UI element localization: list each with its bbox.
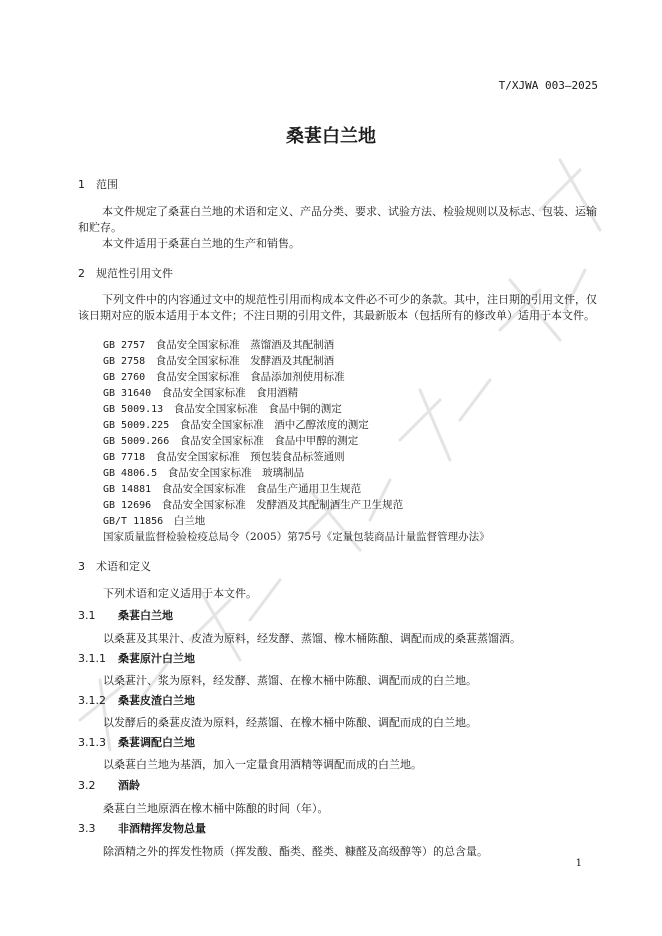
- reference-item: GB 12696 食品安全国家标准 发酵酒及其配制酒生产卫生规范: [103, 499, 404, 511]
- section-label: 规范性引用文件: [96, 267, 173, 280]
- term-3-1-1-definition: 以桑葚汁、浆为原料，经发酵、蒸馏、在橡木桶中陈酿、调配而成的白兰地。: [103, 674, 477, 687]
- term-3-2-heading: 3.2 酒龄: [78, 779, 140, 792]
- section-label: 术语和定义: [96, 560, 151, 573]
- normative-intro: 下列文件中的内容通过文中的规范性引用而构成本文件必不可少的条款。其中，注日期的引用文件，仅该日期对应的版本适用于本文件；不注日期的引用文件，其最新版本（包括所有的修改单）适用于本文件。: [78, 293, 597, 322]
- term-3-1-3-heading: 3.1.3 桑葚调配白兰地: [78, 736, 195, 749]
- term-3-1-1-heading: 3.1.1 桑葚原汁白兰地: [78, 652, 195, 665]
- section-1-heading: [78, 176, 118, 192]
- reference-item: GB 5009.266 食品安全国家标准 食品中甲醇的测定: [103, 435, 359, 447]
- section-2-heading: [78, 265, 173, 281]
- reference-item: GB 2758 食品安全国家标准 发酵酒及其配制酒: [103, 355, 335, 367]
- reference-item: GB 2757 食品安全国家标准 蒸馏酒及其配制酒: [103, 339, 335, 351]
- term-3-1-heading: 3.1 桑葚白兰地: [78, 609, 173, 622]
- term-3-2-definition: 桑葚白兰地原酒在橡木桶中陈酿的时间（年）。: [103, 802, 329, 815]
- section-number: 3: [78, 560, 85, 573]
- term-3-1-3-definition: 以桑葚白兰地为基酒，加入一定量食用酒精等调配而成的白兰地。: [103, 758, 422, 771]
- section-number: 2: [78, 267, 85, 280]
- reference-item: GB 14881 食品安全国家标准 食品生产通用卫生规范: [103, 483, 362, 495]
- term-3-3-heading: 3.3 非酒精挥发物总量: [78, 822, 206, 835]
- term-3-3-definition: 除酒精之外的挥发性物质（挥发酸、酯类、醛类、糠醛及高级醇等）的总含量。: [103, 845, 488, 858]
- scope-paragraph-1: 本文件规定了桑葚白兰地的术语和定义、产品分类、要求、试验方法、检验规则以及标志、包装、运输和贮存。: [78, 205, 597, 234]
- reference-item: GB 5009.225 食品安全国家标准 酒中乙醇浓度的测定: [103, 419, 369, 431]
- reference-item: GB 31640 食品安全国家标准 食用酒精: [103, 387, 299, 399]
- section-number: 1: [78, 178, 85, 191]
- terms-intro: 下列术语和定义适用于本文件。: [103, 587, 257, 600]
- section-3-heading: [78, 558, 151, 574]
- section-label: 范围: [96, 178, 118, 191]
- reference-item: GB 2760 食品安全国家标准 食品添加剂使用标准: [103, 371, 345, 383]
- document-title: 桑葚白兰地: [286, 126, 376, 147]
- term-3-1-2-definition: 以发酵后的桑葚皮渣为原料，经蒸馏、在橡木桶中陈酿、调配而成的白兰地。: [103, 716, 477, 729]
- reference-item: GB 5009.13 食品安全国家标准 食品中铜的测定: [103, 403, 342, 415]
- term-3-1-2-heading: 3.1.2 桑葚皮渣白兰地: [78, 694, 195, 707]
- reference-item: GB 7718 食品安全国家标准 预包装食品标签通则: [103, 451, 345, 463]
- scope-paragraph-2: 本文件适用于桑葚白兰地的生产和销售。: [102, 237, 300, 250]
- reference-item: GB/T 11856 白兰地: [103, 515, 206, 527]
- page-number: 1: [575, 858, 582, 869]
- reference-decree: 国家质量监督检验检疫总局令（2005）第75号《定量包装商品计量监督管理办法》: [103, 531, 490, 543]
- reference-item: GB 4806.5 食品安全国家标准 玻璃制品: [103, 467, 305, 479]
- term-3-1-definition: 以桑葚及其果汁、皮渣为原料，经发酵、蒸馏、橡木桶陈酿、调配而成的桑葚蒸馏酒。: [103, 632, 521, 645]
- document-number: T/XJWA 003—2025: [498, 79, 598, 92]
